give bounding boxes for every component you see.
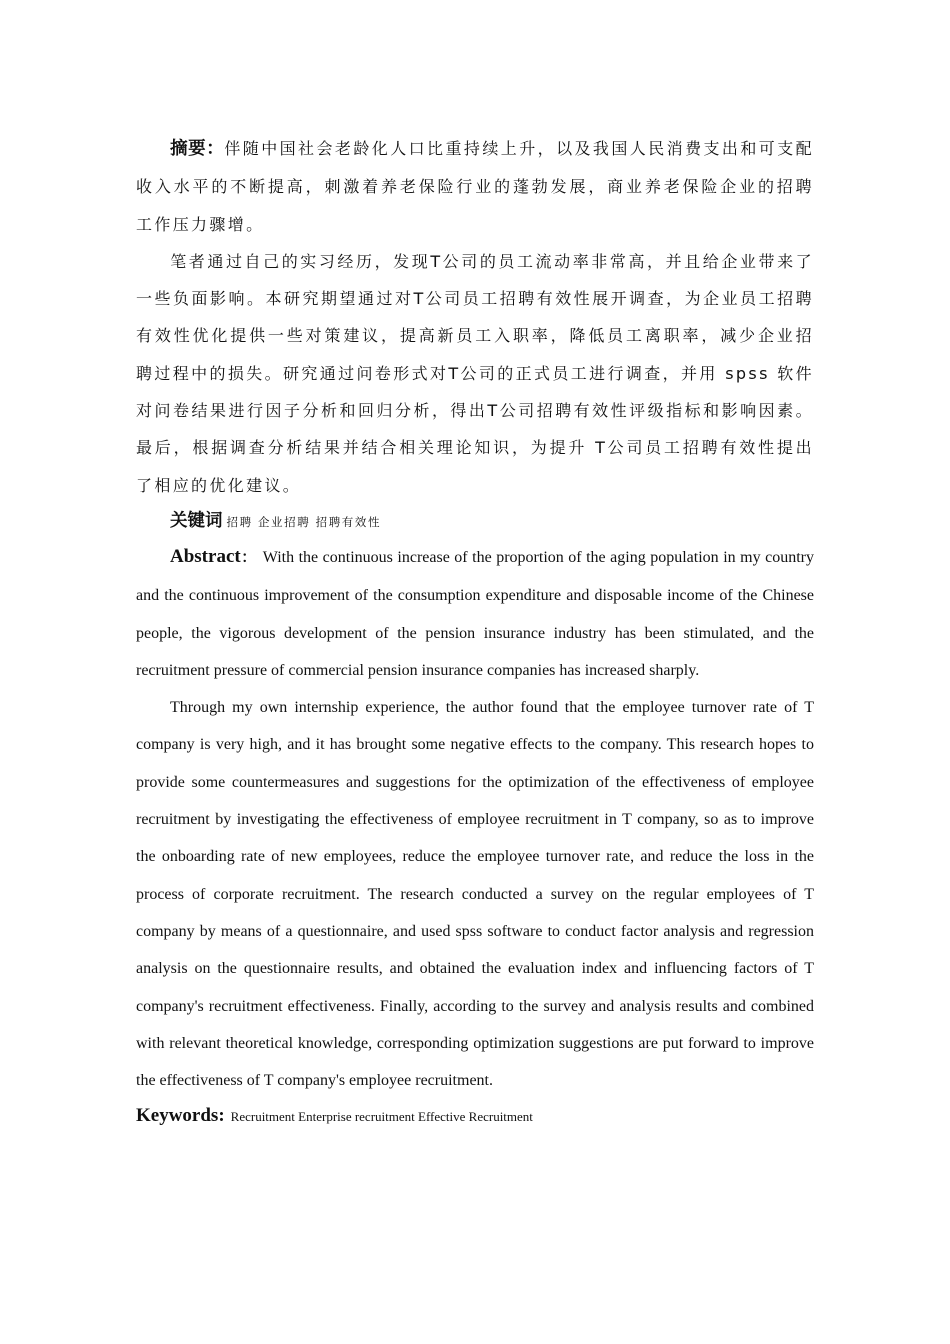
zh-abstract-text-2: 笔者通过自己的实习经历，发现T公司的员工流动率非常高，并且给企业带来了一些负面影响。本研究期望通过对T公司员工招聘有效性展开调查，为企业员工招聘有效性优化提供一些对策建议，提高新员工入职率，降低员工离职率，减少企业招聘过程中的损失。研究通过问卷形式对T公司的正式员工进行调查，并用 spss 软件对问卷结果进行因子分析和回归分析，得出T公司招聘有效性评级指标和影响因素。最后，根据调查分析结果并结合相关理论知识，为提升 T公司员工招聘有效性提出了相应的优化建议。 [136,251,814,495]
en-abstract-text-2: Through my own internship experience, the author found that the employee turnover rate of T company is very high, and it has brought some negative effects to the company. This research hopes to provide some countermeasures and suggestions for the optimization of the effectiveness of employee recruitment by investigating the effectiveness of employee recruitment in T company, so as to improve the onboarding rate of new employees, reduce the employee turnover rate, and reduce the loss in the process of corporate recruitment. The research conducted a survey on the regular employees of T company by means of a questionnaire, and used spss software to conduct factor analysis and regression analysis on the questionnaire results, and obtained the evaluation index and influencing factors of T company's recruitment effectiveness. Finally, according to the survey and analysis results and combined with relevant theoretical knowledge, corresponding optimization suggestions are put forward to improve the effectiveness of T company's employee recruitment. [136,699,814,1090]
zh-keywords-label: 关键词 [170,510,223,531]
zh-keywords-value: 招聘 企业招聘 招聘有效性 [226,514,382,529]
abstract-page [136,130,814,1134]
en-keywords [136,1099,814,1134]
zh-abstract-paragraph-1 [136,130,814,243]
zh-abstract-paragraph-2 [136,243,814,504]
en-abstract-paragraph-1 [136,538,814,689]
zh-abstract-text-1: 伴随中国社会老龄化人口比重持续上升，以及我国人民消费支出和可支配收入水平的不断提高，刺激着养老保险行业的蓬勃发展，商业养老保险企业的招聘工作压力骤增。 [136,139,815,234]
zh-abstract-label: 摘要： [170,139,225,159]
en-keywords-label: Keywords: [136,1105,225,1127]
en-abstract-label: Abstract [170,545,241,567]
en-keywords-value: Recruitment Enterprise recruitment Effective Recruitment [230,1109,533,1125]
zh-keywords [136,504,814,538]
en-abstract-paragraph-2 [136,689,814,1099]
en-abstract-colon: ： [240,549,257,566]
en-abstract-text-1: With the continuous increase of the proportion of the aging population in my country and the continuous improvement of the consumption expenditure and disposable income of the Chinese people, the vigorous development of the pension insurance industry has been stimulated, and the recruitment pressure of commercial pension insurance companies has increased sharply. [136,548,814,679]
